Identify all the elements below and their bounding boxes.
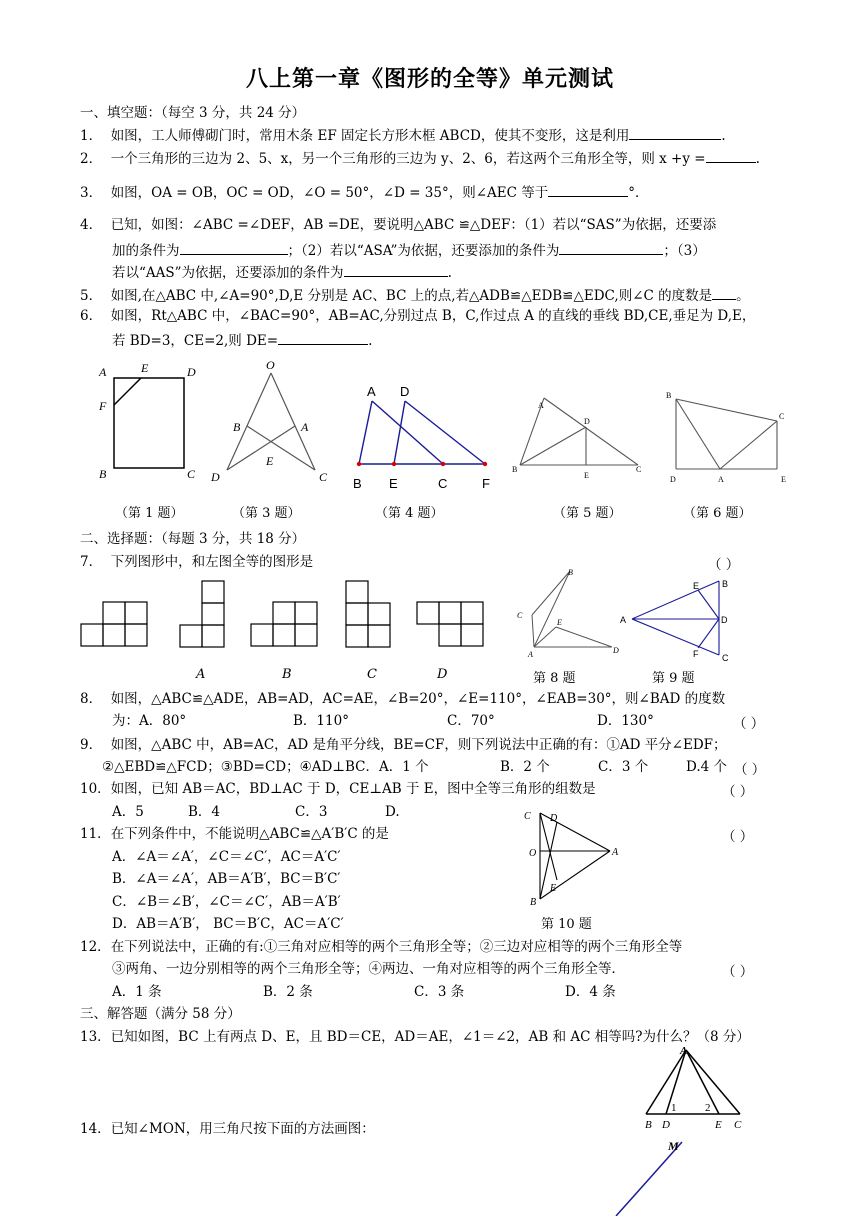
q3-number: 3．	[80, 185, 103, 201]
fig8-label-a: A	[528, 650, 533, 659]
fig10-label-e: E	[550, 883, 557, 894]
q8-text: 如图，△ABC≌△ADE，AB=AD，AC=AE，∠B=20°，∠E=110°，∠EAB=30°，则∠BAD 的度数	[110, 691, 726, 707]
section-answer: 三、解答题（满分 58 分）	[80, 1006, 241, 1022]
section-choice: 二、选择题：（每题 3 分，共 18 分）	[80, 531, 306, 547]
q3-end: °．	[628, 185, 649, 201]
q3-answer-blank[interactable]	[548, 182, 628, 197]
fig4-label-a: A	[367, 384, 376, 399]
q4-aas-blank[interactable]	[344, 262, 448, 277]
fig6-label-d: D	[670, 475, 676, 484]
fig10-label-o: O	[529, 848, 537, 859]
q1-number: 1．	[80, 128, 103, 144]
question-5	[80, 285, 750, 305]
q11-text: 在下列条件中，不能说明△ABC≌△A′B′C 的是	[110, 826, 389, 842]
fig5-label-b: B	[512, 465, 518, 474]
fig9-label-c: C	[722, 653, 729, 663]
q7-option-a[interactable]: A	[196, 667, 206, 682]
q4-asa-blank[interactable]	[559, 240, 663, 255]
q10-number: 10．	[80, 781, 111, 797]
fig14-label-m: M	[668, 1139, 679, 1153]
q12-text: 在下列说法中，正确的有:①三角对应相等的两个三角形全等；②三边对应相等的两个三角形全等	[110, 939, 683, 955]
q7-option-d[interactable]: D	[437, 667, 448, 682]
fig5-label-e: E	[584, 471, 589, 480]
figure-6-right-triangle	[662, 388, 797, 488]
q10-text: 如图，已知 AB＝AC，BD⊥AC 于 D，CE⊥AB 于 E，图中全等三角形的组数是	[110, 781, 596, 797]
q6-text: 如图，Rt△ABC 中，∠BAC=90°，AB=AC,分别过点 B，C,作过点 A 的直线的垂线 BD,CE,垂足为 D,E，	[110, 308, 756, 324]
fig10-label-c: C	[524, 811, 531, 822]
question-6-line1	[80, 307, 755, 325]
fig4-label-d: D	[400, 384, 410, 399]
q4-l3b: .	[447, 265, 452, 281]
q4-l2a: 加的条件为	[112, 243, 180, 259]
q14-number: 14．	[80, 1121, 111, 1137]
fig5-label-a: A	[538, 401, 544, 410]
question-9-line2: ②△EBD≌△FCD；③BD=CD；④AD⊥BC．A．1 个	[102, 759, 429, 775]
fig13-label-2: 2	[705, 1102, 711, 1114]
q11-option-d[interactable]: D．AB＝A′B′， BC＝B′C，AC＝A′C′	[112, 916, 344, 932]
question-10	[80, 780, 596, 798]
fig6-label-b: B	[666, 391, 672, 400]
fig6-label-c: C	[779, 412, 785, 421]
q5-text: 如图,在△ABC 中,∠A=90°,D,E 分别是 AC、BC 上的点,若△ADB≌△EDB≌△EDC,则∠C 的度数是	[110, 288, 713, 304]
q2-end: .	[755, 151, 760, 167]
q10-answer-paren[interactable]: （ ）	[722, 784, 754, 800]
q7-shape-d	[416, 600, 496, 652]
q10-option-d[interactable]: D.	[385, 804, 400, 820]
caption-fig9: 第 9 题	[652, 671, 695, 686]
q2-answer-blank[interactable]	[706, 148, 756, 163]
q9-number: 9．	[80, 737, 103, 753]
q11-answer-paren[interactable]: （ ）	[722, 829, 754, 845]
q5-number: 5．	[80, 288, 103, 304]
fig3-label-a: A	[301, 420, 309, 434]
caption-fig6: （第 6 题）	[683, 506, 752, 521]
fig8-label-d: D	[613, 646, 619, 655]
page-title: 八上第一章《图形的全等》单元测试	[245, 66, 614, 92]
fig3-label-o: O	[266, 358, 275, 372]
q6-l2a: 若 BD=3，CE=2,则 DE=	[112, 333, 279, 349]
q12-option-a[interactable]: A．1 条	[112, 984, 162, 1000]
caption-fig8: 第 8 题	[533, 671, 576, 686]
q3-text: 如图，OA = OB，OC = OD，∠O = 50°，∠D = 35°，则∠AEC 等于	[110, 185, 549, 201]
q8-number: 8．	[80, 691, 103, 707]
fig9-label-d: D	[721, 615, 728, 625]
q11-option-c[interactable]: C．∠B＝∠B′，∠C＝∠C′，AB＝A′B′	[112, 894, 341, 910]
q6-answer-blank[interactable]	[278, 330, 368, 345]
q6-number: 6．	[80, 308, 103, 324]
q5-answer-blank[interactable]	[712, 285, 736, 300]
q4-l2c: ；（3）	[663, 243, 706, 259]
fig4-label-e: E	[389, 476, 398, 491]
fig9-label-f: F	[693, 649, 699, 659]
q7-shape-c	[343, 580, 403, 652]
fig1-label-d: D	[187, 365, 196, 379]
question-7	[80, 553, 313, 571]
q9-option-c[interactable]: C．3 个	[598, 759, 649, 775]
fig3-label-c: C	[319, 470, 328, 484]
q12-number: 12．	[80, 939, 111, 955]
q4-sas-blank[interactable]	[180, 240, 288, 255]
caption-fig3: （第 3 题）	[232, 506, 301, 521]
question-3	[80, 182, 649, 202]
q8-option-d[interactable]: D．130°	[597, 713, 654, 729]
q9-answer-paren[interactable]: （ ）	[734, 762, 766, 778]
figure-8-triangles	[512, 565, 622, 660]
fig8-label-c: C	[517, 611, 523, 620]
caption-fig10: 第 10 题	[541, 917, 592, 932]
figure-5-triangle	[508, 390, 648, 480]
section-fill-in: 一、填空题：（每空 3 分，共 24 分）	[80, 105, 306, 121]
question-12-line1	[80, 938, 682, 956]
fig4-label-b: B	[353, 476, 362, 491]
q7-shape-original	[80, 600, 170, 652]
fig13-label-b: B	[645, 1119, 652, 1131]
question-2	[80, 148, 760, 168]
q8-option-a[interactable]: 为：A．80°	[112, 713, 187, 729]
q10-option-c[interactable]: C．3	[295, 804, 328, 820]
q4-number: 4．	[80, 217, 103, 233]
figure-3-triangles	[205, 355, 335, 490]
q8-option-b[interactable]: B．110°	[293, 713, 349, 729]
q10-option-b[interactable]: B．4	[188, 804, 221, 820]
question-8-line1	[80, 690, 725, 708]
q13-text: 已知如图，BC 上有两点 D、E，且 BD＝CE，AD＝AE，∠1＝∠2，AB 和 AC 相等吗?为什么？（8 分）	[110, 1029, 750, 1045]
q9-option-d[interactable]: D.4 个	[686, 759, 728, 775]
q14-text: 已知∠MON，用三角尺按下面的方法画图：	[110, 1121, 375, 1137]
fig6-label-a: A	[718, 475, 724, 484]
question-4-line1	[80, 216, 716, 234]
q11-option-a[interactable]: A．∠A＝∠A′，∠C＝∠C′，AC＝A′C′	[112, 849, 341, 865]
fig1-label-a: A	[99, 365, 107, 379]
fig8-label-e: E	[557, 618, 562, 627]
q7-number: 7．	[80, 554, 103, 570]
fig1-label-f: F	[99, 399, 107, 413]
fig13-label-d: D	[662, 1119, 670, 1131]
question-4-line2	[112, 240, 706, 260]
q7-text: 下列图形中，和左图全等的图形是	[110, 554, 314, 570]
figure-14-angle	[610, 1132, 690, 1216]
q11-option-b[interactable]: B．∠A＝∠A′，AB＝A′B′，BC＝B′C′	[112, 871, 341, 887]
q7-answer-paren[interactable]: （ ）	[708, 557, 740, 573]
fig3-label-e: E	[266, 454, 274, 468]
q7-option-b[interactable]: B	[282, 667, 292, 682]
question-6-line2	[112, 330, 372, 350]
q9-option-b[interactable]: B．2 个	[500, 759, 550, 775]
q2-text: 一个三角形的三边为 2、5、x，另一个三角形的三边为 y、2、6，若这两个三角形全等，则 x +y =	[110, 151, 706, 167]
q7-shape-a	[177, 580, 232, 652]
figure-10-triangle	[520, 805, 630, 910]
q12-answer-paren[interactable]: （ ）	[722, 964, 754, 980]
fig1-label-c: C	[187, 467, 196, 481]
caption-fig4: （第 4 题）	[375, 506, 444, 521]
q5-end: 。	[736, 288, 750, 304]
q8-answer-paren[interactable]: （ ）	[733, 716, 765, 732]
q4-text: 已知，如图：∠ABC =∠DEF，AB =DE，要说明△ABC ≌△DEF：（1）若以“SAS”为依据，还要添	[110, 217, 717, 233]
fig1-label-e: E	[141, 361, 149, 375]
fig4-label-c: C	[438, 476, 448, 491]
fig1-label-b: B	[99, 467, 107, 481]
fig3-label-b: B	[233, 420, 241, 434]
figure-13-triangle	[640, 1042, 760, 1132]
question-4-line3	[112, 262, 452, 282]
fig10-label-d: D	[550, 813, 558, 824]
q1-end: .	[721, 128, 726, 144]
question-14	[80, 1120, 375, 1138]
fig13-label-1: 1	[671, 1102, 677, 1114]
figure-9-triangle	[618, 575, 743, 665]
caption-fig1: （第 1 题）	[115, 506, 184, 521]
q13-number: 13．	[80, 1029, 111, 1045]
question-1	[80, 125, 726, 145]
fig9-label-a: A	[620, 615, 627, 625]
q12-option-c[interactable]: C．3 条	[414, 984, 465, 1000]
fig13-label-a: A	[680, 1045, 688, 1057]
fig5-label-d: D	[584, 417, 590, 426]
question-11	[80, 825, 389, 843]
q1-text: 如图，工人师傅砌门时，常用木条 EF 固定长方形木框 ABCD，使其不变形，这是利用	[110, 128, 630, 144]
fig4-label-f: F	[482, 476, 490, 491]
fig13-label-c: C	[734, 1119, 742, 1131]
fig10-label-a: A	[612, 847, 619, 858]
fig3-label-d: D	[211, 470, 220, 484]
caption-fig5: （第 5 题）	[553, 506, 622, 521]
q12-option-d[interactable]: D．4 条	[565, 984, 616, 1000]
question-9-line1	[80, 736, 727, 754]
q7-shape-b	[250, 600, 340, 652]
fig8-label-b: B	[568, 568, 573, 577]
q4-l2b: ；（2）若以“ASA”为依据，还要添加的条件为	[287, 243, 560, 259]
q10-option-a[interactable]: A．5	[112, 804, 144, 820]
q8-option-c[interactable]: C．70°	[447, 713, 495, 729]
figure-4-triangles	[345, 380, 505, 495]
q9-text: 如图，△ABC 中，AB=AC，AD 是角平分线，BE=CF，则下列说法中正确的有：①AD 平分∠EDF；	[110, 737, 727, 753]
fig9-label-e: E	[693, 581, 700, 591]
question-12-line2: ③两角、一边分别相等的两个三角形全等；④两边、一角对应相等的两个三角形全等．	[112, 961, 625, 977]
q6-l2b: .	[368, 333, 373, 349]
q2-number: 2．	[80, 151, 103, 167]
fig13-label-e: E	[715, 1119, 722, 1131]
figure-1-door-frame	[95, 360, 205, 485]
fig5-label-c: C	[636, 465, 642, 474]
fig9-label-b: B	[722, 579, 729, 589]
q4-l3a: 若以“AAS”为依据，还要添加的条件为	[112, 265, 344, 281]
fig10-label-b: B	[530, 897, 537, 908]
q7-option-c[interactable]: C	[367, 667, 377, 682]
q11-number: 11．	[80, 826, 111, 842]
q12-option-b[interactable]: B．2 条	[263, 984, 313, 1000]
fig6-label-e: E	[781, 475, 786, 484]
q1-answer-blank[interactable]	[629, 125, 721, 140]
